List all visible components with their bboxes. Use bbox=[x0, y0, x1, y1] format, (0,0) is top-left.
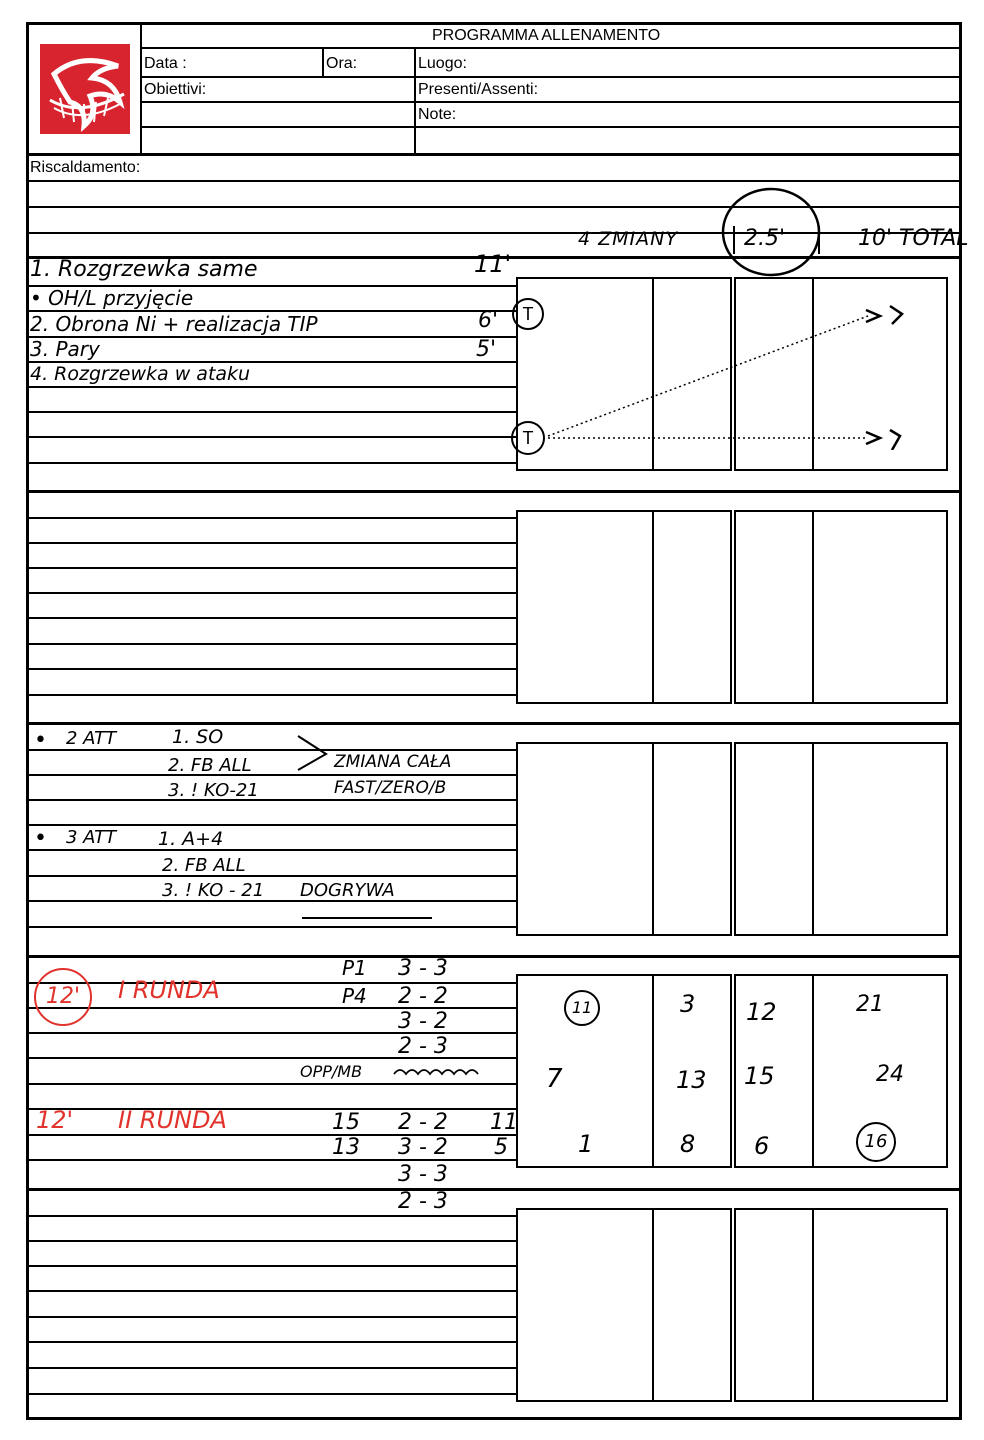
player-7: 7 bbox=[546, 1064, 563, 1094]
score2-2: 3 - 2 bbox=[398, 1135, 448, 1160]
opp-mb-label: OPP/MB bbox=[300, 1062, 363, 1081]
score1-2: 2 - 2 bbox=[398, 984, 448, 1009]
player-12: 12 bbox=[746, 998, 777, 1026]
drill-line-4: 3. Pary bbox=[30, 337, 100, 361]
court-5 bbox=[516, 1208, 948, 1402]
data-label: Data : bbox=[144, 55, 187, 72]
circle-mark-icon bbox=[720, 186, 824, 278]
note-label: Note: bbox=[418, 106, 457, 123]
runda2-time: 12' bbox=[36, 1106, 74, 1134]
att3-bullet: • bbox=[34, 826, 47, 851]
club-logo-icon bbox=[40, 44, 130, 134]
att3-note: DOGRYWA bbox=[300, 880, 395, 901]
court-2 bbox=[516, 510, 948, 704]
marker-t-top: T bbox=[512, 298, 544, 330]
squiggle-icon bbox=[392, 1064, 480, 1080]
drill-line-1: 1. Rozgrzewka same bbox=[30, 257, 258, 282]
player-21: 21 bbox=[856, 992, 884, 1017]
att3-item-1: 1. A+4 bbox=[158, 828, 224, 850]
att2-item-2: 2. FB ALL bbox=[168, 755, 252, 776]
marker-t-bottom: T bbox=[511, 421, 545, 455]
player-3: 3 bbox=[680, 990, 696, 1018]
score1-1: 3 - 3 bbox=[398, 956, 448, 981]
p4-label: P4 bbox=[342, 984, 367, 1008]
p1-label: P1 bbox=[342, 956, 367, 980]
player-1: 1 bbox=[578, 1130, 594, 1158]
court-3 bbox=[516, 742, 948, 936]
score2-4: 2 - 3 bbox=[398, 1189, 448, 1214]
page-title: PROGRAMMA ALLENAMENTO bbox=[432, 27, 661, 44]
player-6: 6 bbox=[754, 1132, 770, 1160]
right-num-2: 5 bbox=[494, 1135, 508, 1160]
luogo-label: Luogo: bbox=[418, 55, 467, 72]
att2-item-1: 1. SO bbox=[172, 726, 224, 748]
ora-label: Ora: bbox=[326, 55, 358, 72]
runda1-label: I RUNDA bbox=[118, 976, 220, 1004]
section1-time: 11' bbox=[474, 250, 512, 278]
drill-line-5: 4. Rozgrzewka w ataku bbox=[30, 363, 251, 385]
drill-line-2: • OH/L przyjęcie bbox=[30, 286, 194, 310]
zmiany-note: 4 ZMIANY bbox=[578, 228, 678, 250]
time-5: 5' bbox=[476, 337, 497, 362]
att3-label: 3 ATT bbox=[66, 827, 117, 848]
player-13: 13 bbox=[676, 1066, 707, 1094]
score2-1: 2 - 2 bbox=[398, 1110, 448, 1135]
left-num-2: 13 bbox=[332, 1135, 360, 1160]
att2-bullet: • bbox=[34, 728, 47, 753]
player-15: 15 bbox=[744, 1062, 775, 1090]
time-6: 6' bbox=[478, 308, 499, 333]
score1-4: 2 - 3 bbox=[398, 1034, 448, 1059]
drill-line-3: 2. Obrona Ni + realizacja TIP bbox=[30, 312, 318, 336]
player-8: 8 bbox=[680, 1130, 696, 1158]
score1-3: 3 - 2 bbox=[398, 1009, 448, 1034]
riscaldamento-label: Riscaldamento: bbox=[30, 159, 141, 176]
arrow-paths-icon bbox=[540, 300, 920, 450]
player-24: 24 bbox=[876, 1062, 904, 1087]
runda1-time: 12' bbox=[34, 968, 92, 1026]
left-num-1: 15 bbox=[332, 1110, 360, 1135]
runda2-label: II RUNDA bbox=[118, 1106, 227, 1134]
interval-note: 2.5' bbox=[744, 226, 786, 251]
presenti-label: Presenti/Assenti: bbox=[418, 81, 539, 98]
att2-note-2: FAST/ZERO/B bbox=[334, 778, 447, 798]
right-num-1: 11 bbox=[490, 1110, 518, 1135]
att3-item-3: 3. ! KO - 21 bbox=[162, 880, 265, 901]
total-note: 10' TOTAL bbox=[858, 226, 969, 251]
att2-label: 2 ATT bbox=[66, 728, 117, 749]
att2-note-1: ZMIANA CAŁA bbox=[334, 752, 452, 772]
att3-item-2: 2. FB ALL bbox=[162, 855, 246, 876]
score2-3: 3 - 3 bbox=[398, 1162, 448, 1187]
player-11: 11 bbox=[564, 990, 600, 1026]
obiettivi-label: Obiettivi: bbox=[144, 81, 207, 98]
chevron-right-icon bbox=[296, 732, 336, 774]
att2-item-3: 3. ! KO-21 bbox=[168, 780, 259, 801]
player-16: 16 bbox=[856, 1122, 896, 1162]
